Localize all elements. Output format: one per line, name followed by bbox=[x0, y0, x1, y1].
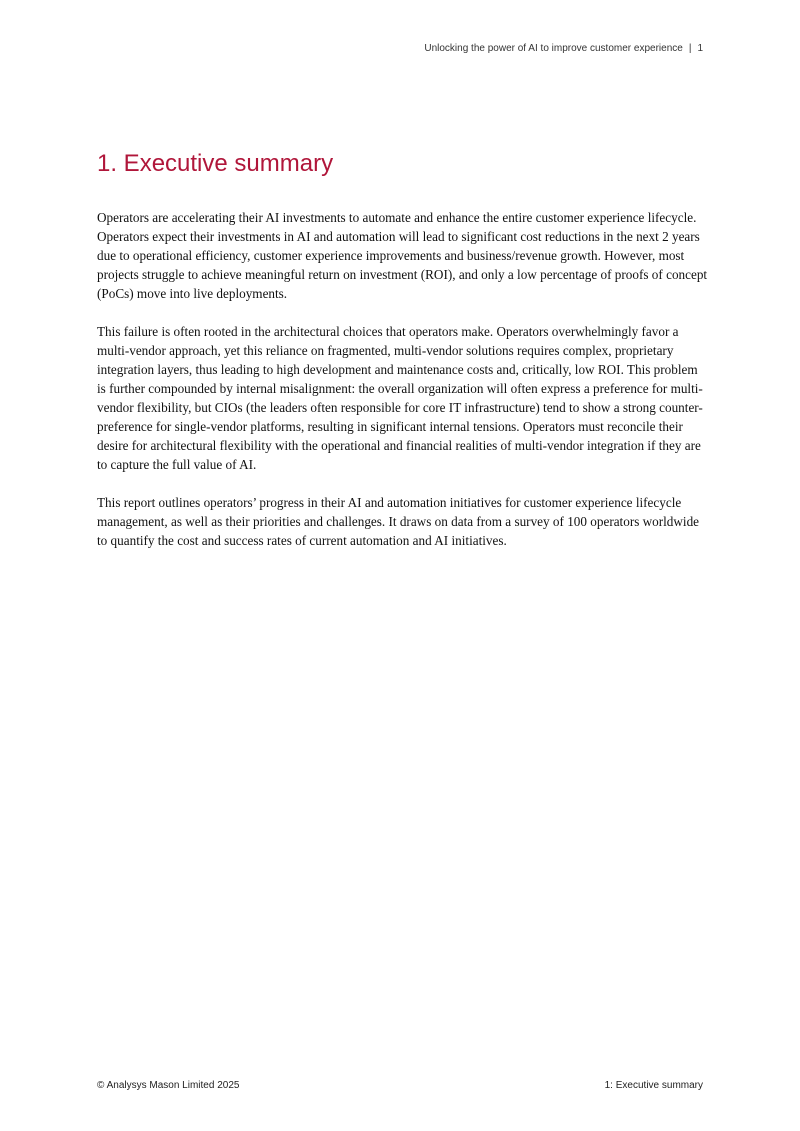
running-header bbox=[424, 43, 703, 54]
footer-section-label: 1: Executive summary bbox=[604, 1080, 703, 1091]
paragraph-2: This failure is often rooted in the architectural choices that operators make. Operators overwhelmingly favor a multi-vendor approach, yet this reliance on fragmented, multi-vendor solutions requires complex, proprietary integration layers, thus leading to high development and maintenance costs and, critically, low ROI. This problem is further compounded by internal misalignment: the overall organization will often express a preference for multi-vendor flexibility, but CIOs (the leaders often responsible for core IT infrastructure) tend to show a strong counter-preference for single-vendor platforms, resulting in significant internal tensions. Operators must reconcile their desire for architectural flexibility with the operational and financial realities of multi-vendor integration if they are to capture the full value of AI. bbox=[97, 324, 703, 472]
paragraph-1: Operators are accelerating their AI investments to automate and enhance the entire customer experience lifecycle. Operators expect their investments in AI and automation will lead to significant cost reductions in the next 2 years due to operational efficiency, customer experience improvements and business/revenue growth. However, most projects struggle to achieve meaningful return on investment (ROI), and only a low percentage of proofs of concept (PoCs) move into live deployments. bbox=[97, 210, 708, 301]
page-number: 1 bbox=[697, 43, 703, 54]
running-header-separator: | bbox=[688, 43, 692, 54]
paragraph-3: This report outlines operators’ progress in their AI and automation initiatives for customer experience lifecycle management, as well as their priorities and challenges. It draws on data from a survey of 100 operators worldwide to quantify the cost and success rates of current automation and AI initiatives. bbox=[97, 495, 700, 548]
running-header-title: Unlocking the power of AI to improve customer experience bbox=[424, 43, 683, 54]
footer-copyright: © Analysys Mason Limited 2025 bbox=[97, 1080, 240, 1091]
section-heading: 1. Executive summary bbox=[97, 150, 334, 177]
body-text bbox=[97, 208, 709, 569]
